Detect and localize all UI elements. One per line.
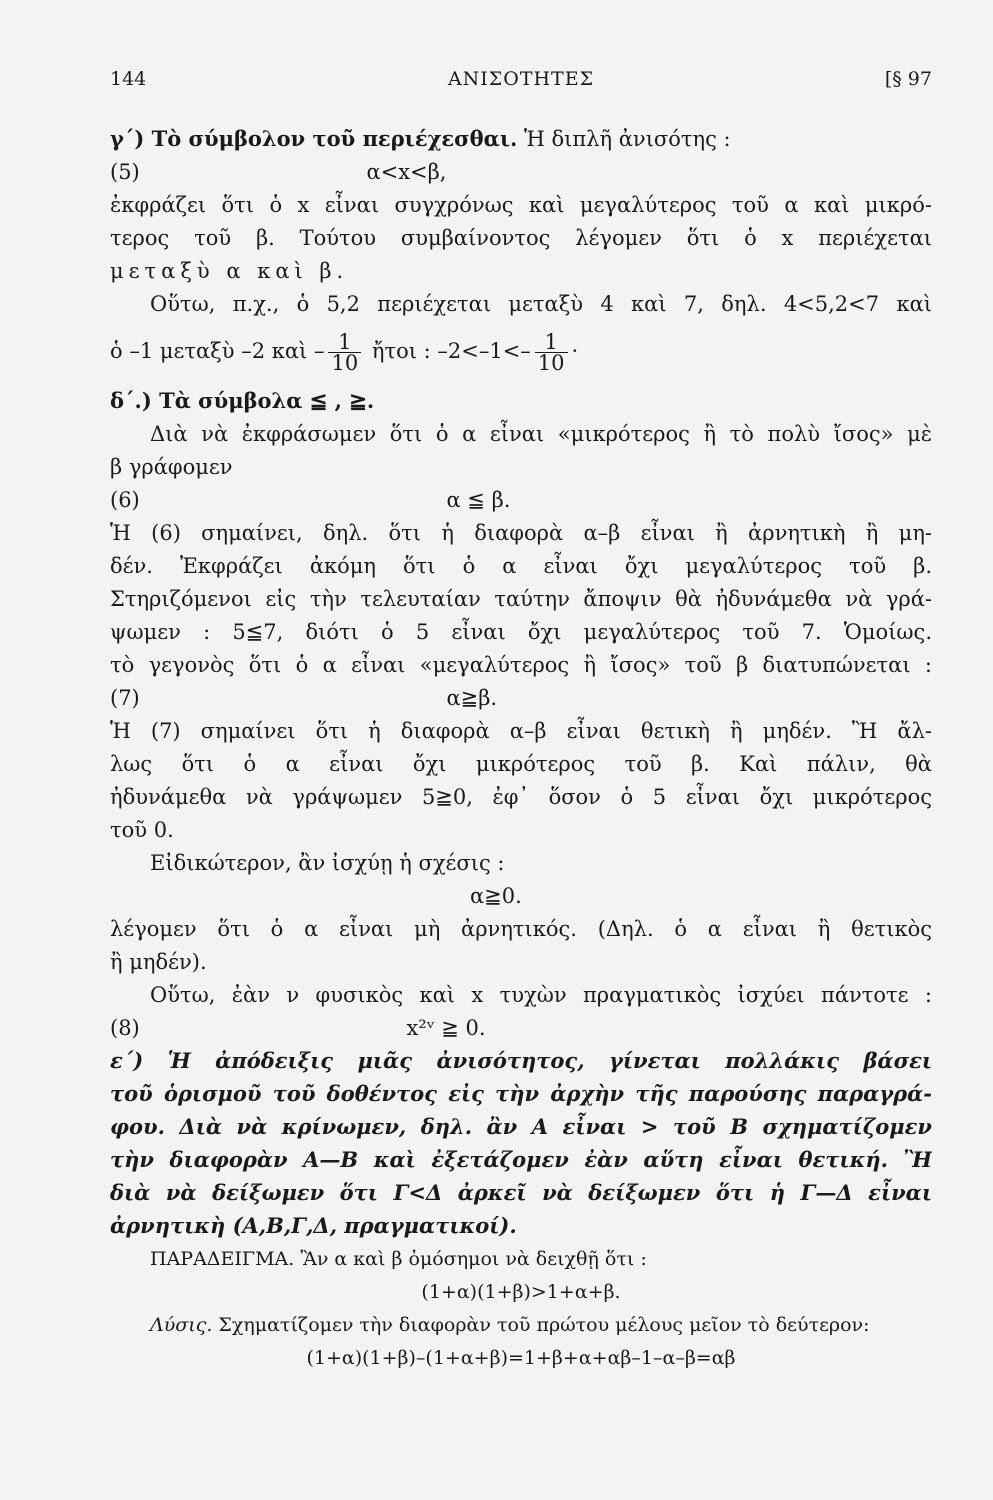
text-line: Ἡ (7) σημαίνει ὅτι ἡ διαφορὰ α–β εἶναι θετικὴ ἢ μηδέν. Ἢ ἄλ- (110, 719, 932, 743)
fraction (535, 332, 568, 373)
text-line: Οὕτω, ἐὰν ν φυσικὸς καὶ x τυχὼν πραγματικὸς ἰσχύει πάντοτε : (150, 983, 932, 1007)
equation-7 (110, 683, 932, 716)
text-line: ε΄) Ἡ ἀπόδειξις μιᾶς ἀνισότητος, γίνεται πολλάκις βάσει (110, 1048, 932, 1073)
example-equation: (1+α)(1+β)>1+α+β. (421, 1281, 621, 1303)
equation-body: α ≦ β. (446, 488, 511, 512)
delta-heading: δ΄.) Τὰ σύμβολα ≦ , ≧. (110, 388, 375, 413)
equation-body: x²ᵛ ≧ 0. (406, 1016, 486, 1040)
text-line: Οὕτω, π.χ., ὁ 5,2 περιέχεται μεταξὺ 4 καὶ 7, δηλ. 4<5,2<7 καὶ (150, 292, 932, 316)
equation-number: (5) (110, 160, 140, 184)
equation-body: α≧0. (470, 884, 522, 908)
equation-number: (7) (110, 686, 140, 710)
text-fragment: ὁ –1 μεταξὺ –2 καὶ – (110, 339, 325, 363)
text-fragment: · (571, 339, 579, 363)
text-line: τερος τοῦ β. Τούτου συμβαίνοντος λέγομεν ὅτι ὁ x περιέχεται (110, 226, 932, 250)
page-header (110, 68, 932, 104)
text-line: μεταξὺ α καὶ β. (110, 259, 349, 283)
text-line: ἢ μηδέν). (110, 950, 207, 974)
equation-6 (110, 485, 932, 518)
text-line: ἐκφράζει ὅτι ὁ x εἶναι συγχρόνως καὶ μεγαλύτερος τοῦ α καὶ μικρό- (110, 193, 932, 217)
fraction-numerator: 1 (328, 332, 361, 353)
solution-equation: (1+α)(1+β)–(1+α+β)=1+β+α+αβ–1–α–β=αβ (306, 1347, 736, 1369)
text-line: β γράφομεν (110, 455, 233, 479)
solution-label: Λύσις. (150, 1314, 213, 1336)
equation-number: (8) (110, 1016, 140, 1040)
text-line: ἀρνητικὴ (Α,Β,Γ,Δ, πραγματικοί). (110, 1213, 517, 1238)
equation-body: α<x<β, (366, 160, 447, 184)
text-line: Ἡ (6) σημαίνει, δηλ. ὅτι ἡ διαφορὰ α–β εἶναι ἢ ἀρνητικὴ ἢ μη- (110, 521, 932, 545)
fraction-numerator: 1 (535, 332, 568, 353)
fraction-denominator: 10 (331, 351, 359, 375)
fraction-line (110, 322, 932, 380)
page-number: 144 (110, 68, 147, 90)
gamma-heading-line (110, 124, 932, 157)
page-body (110, 124, 932, 1376)
text-line: δέν. Ἐκφράζει ἀκόμη ὅτι ὁ α εἶναι ὄχι μεγαλύτερος τοῦ β. (110, 554, 932, 578)
equation-a-ge-0 (110, 881, 932, 914)
equation-8 (110, 1013, 932, 1046)
equation-body: α≧β. (446, 686, 498, 710)
text-line: τοῦ 0. (110, 818, 174, 842)
running-title: ΑΝΙΣΟΤΗΤΕΣ (447, 68, 595, 90)
text-line: ἠδυνάμεθα νὰ γράψωμεν 5≧0, ἐφ᾿ ὅσον ὁ 5 εἶναι ὄχι μικρότερος (110, 785, 932, 809)
text-line: Στηριζόμενοι εἰς τὴν τελευταίαν ταύτην ἄποψιν θὰ ἠδυνάμεθα νὰ γρά- (110, 587, 932, 611)
fraction (328, 332, 361, 373)
fraction-denominator: 10 (537, 351, 565, 375)
equation-number: (6) (110, 488, 140, 512)
text-line: τοῦ ὁρισμοῦ τοῦ δοθέντος εἰς τὴν ἀρχὴν τῆς παρούσης παραγρά- (110, 1081, 932, 1106)
equation-5 (110, 157, 932, 190)
solution-line (110, 1310, 932, 1343)
text-line: λως ὅτι ὁ α εἶναι ὄχι μικρότερος τοῦ β. Καὶ πάλιν, θὰ (110, 752, 932, 776)
example-line: ΠΑΡΑΔΕΙΓΜΑ. Ἂν α καὶ β ὁμόσημοι νὰ δειχθῇ ὅτι : (150, 1248, 647, 1270)
text-line: τὸ γεγονὸς ὅτι ὁ α εἶναι «μεγαλύτερος ἢ ἴσος» τοῦ β διατυπώνεται : (110, 653, 932, 677)
gamma-heading: γ΄) Τὸ σύμβολον τοῦ περιέχεσθαι. (110, 126, 518, 151)
text-line: διὰ νὰ δείξωμεν ὅτι Γ<Δ ἀρκεῖ νὰ δείξωμεν ὅτι ἡ Γ—Δ εἶναι (110, 1180, 932, 1205)
text-fragment: ἤτοι : –2<–1<– (371, 339, 531, 363)
gamma-intro: Ἡ διπλῆ ἀνισότης : (523, 127, 731, 151)
text-line: τὴν διαφορὰν Α—Β καὶ ἐξετάζομεν ἐὰν αὕτη εἶναι θετική. Ἢ (110, 1147, 932, 1172)
section-reference: [§ 97 (884, 68, 932, 90)
text-line: Διὰ νὰ ἐκφράσωμεν ὅτι ὁ α εἶναι «μικρότερος ἢ τὸ πολὺ ἴσος» μὲ (150, 422, 932, 446)
text-line: Εἰδικώτερον, ἂν ἰσχύῃ ἡ σχέσις : (150, 851, 505, 875)
text-line: λέγομεν ὅτι ὁ α εἶναι μὴ ἀρνητικός. (Δηλ. ὁ α εἶναι ἢ θετικὸς (110, 917, 932, 941)
text-line: φου. Διὰ νὰ κρίνωμεν, δηλ. ἂν Α εἶναι > τοῦ Β σχηματίζομεν (110, 1114, 932, 1139)
solution-text: Σχηματίζομεν τὴν διαφορὰν τοῦ πρώτου μέλους μεῖον τὸ δεύτερον: (218, 1314, 870, 1336)
text-line: ψωμεν : 5≦7, διότι ὁ 5 εἶναι ὄχι μεγαλύτερος τοῦ 7. Ὁμοίως. (110, 620, 932, 644)
